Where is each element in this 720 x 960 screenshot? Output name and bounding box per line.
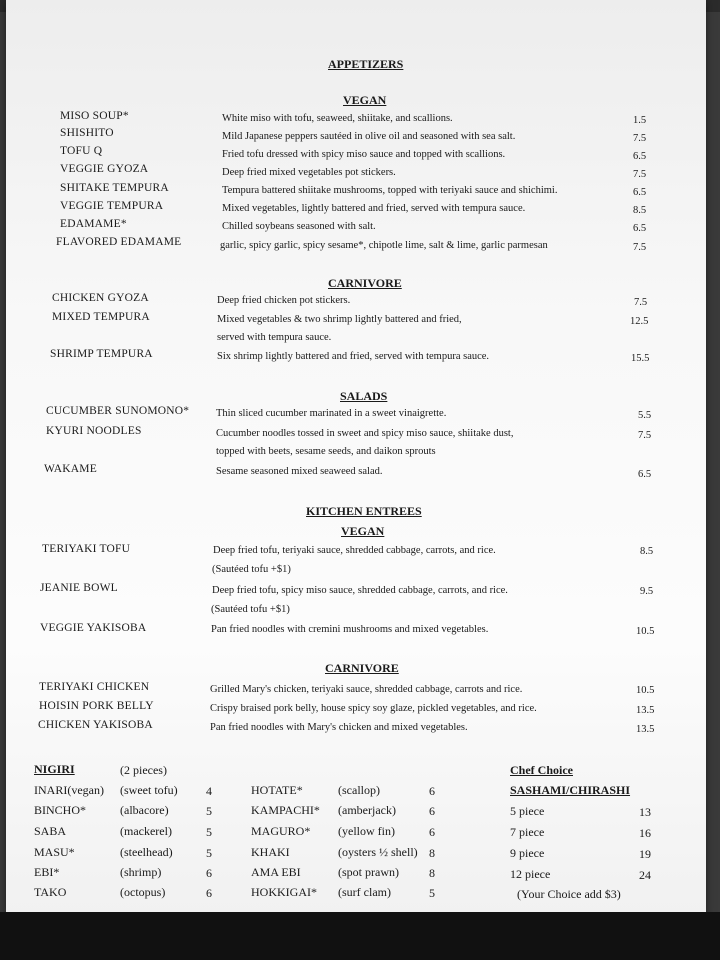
item-price: 1.5 (633, 115, 647, 126)
section-heading: VEGAN (343, 93, 387, 107)
item-price: 15.5 (631, 353, 650, 364)
item-name: INARI(vegan) (34, 783, 104, 797)
item-name: HOISIN PORK BELLY (39, 700, 154, 712)
item-name: HOKKIGAI* (251, 885, 317, 899)
item-name: EBI* (34, 865, 60, 879)
item-price: 13.5 (636, 724, 655, 735)
page-title: APPETIZERS (328, 57, 404, 71)
item-price: 5 (206, 804, 212, 818)
chef-choice-heading: Chef Choice (510, 763, 573, 777)
item-description: (surf clam) (338, 885, 391, 899)
item-description: (octopus) (120, 885, 166, 899)
item-label: 5 piece (510, 804, 545, 818)
item-label: 12 piece (510, 867, 551, 881)
item-description: White miso with tofu, seaweed, shiitake, and scallions. (222, 113, 453, 124)
item-name: BINCHO* (34, 803, 87, 817)
item-description: (albacore) (120, 803, 169, 817)
item-description: Crispy braised pork belly, house spicy soy glaze, pickled vegetables, and rice. (210, 703, 537, 714)
item-description: Pan fried noodles with Mary's chicken and mixed vegetables. (210, 722, 468, 733)
item-description: (spot prawn) (338, 865, 399, 879)
item-description: garlic, spicy garlic, spicy sesame*, chipotle lime, salt & lime, garlic parmesan (220, 240, 548, 251)
item-price: 6 (429, 784, 435, 798)
item-name: SHISHITO (60, 127, 114, 139)
item-description: (sweet tofu) (120, 783, 178, 797)
chef-choice-subheading: SASHAMI/CHIRASHI (510, 783, 631, 797)
item-name: MASU* (34, 845, 75, 859)
item-description: Chilled soybeans seasoned with salt. (222, 221, 376, 232)
item-price: 6 (206, 866, 212, 880)
item-price: 6.5 (633, 187, 647, 198)
item-price: 9.5 (640, 586, 654, 597)
item-price: 7.5 (634, 297, 648, 308)
item-price: 16 (639, 826, 651, 840)
item-label: 7 piece (510, 825, 545, 839)
item-description-cont: (Sautéed tofu +$1) (212, 564, 291, 575)
item-price: 5 (206, 846, 212, 860)
item-description: (mackerel) (120, 824, 172, 838)
item-price: 6 (206, 886, 212, 900)
item-name: MAGURO* (251, 824, 311, 838)
item-description: Cucumber noodles tossed in sweet and spicy miso sauce, shiitake dust, (216, 428, 514, 439)
item-price: 8.5 (640, 546, 654, 557)
item-name: KHAKI (251, 845, 290, 859)
item-name: TOFU Q (60, 145, 103, 157)
item-price: 6 (429, 804, 435, 818)
item-price: 13.5 (636, 705, 655, 716)
item-price: 7.5 (633, 242, 647, 253)
item-name: VEGGIE TEMPURA (60, 200, 164, 212)
item-name: VEGGIE YAKISOBA (40, 622, 147, 634)
item-price: 7.5 (633, 133, 647, 144)
item-name: TERIYAKI TOFU (42, 543, 131, 555)
item-name: FLAVORED EDAMAME (56, 236, 182, 248)
item-description-cont: served with tempura sauce. (217, 332, 332, 343)
item-name: WAKAME (44, 463, 97, 475)
item-price: 10.5 (636, 626, 655, 637)
menu-page (6, 0, 706, 915)
item-description: Mixed vegetables, lightly battered and fried, served with tempura sauce. (222, 203, 526, 214)
item-name: SHITAKE TEMPURA (60, 182, 169, 194)
item-price: 12.5 (630, 316, 649, 327)
item-name: CHICKEN YAKISOBA (38, 719, 153, 731)
item-price: 8 (429, 846, 435, 860)
item-price: 8.5 (633, 205, 647, 216)
background-bottom (0, 912, 720, 960)
item-price: 7.5 (633, 169, 647, 180)
item-name: TERIYAKI CHICKEN (39, 681, 150, 693)
item-description: (amberjack) (338, 803, 396, 817)
item-price: 6.5 (638, 469, 652, 480)
item-name: CHICKEN GYOZA (52, 292, 149, 304)
item-name: SABA (34, 824, 67, 838)
item-description: Pan fried noodles with cremini mushrooms and mixed vegetables. (211, 624, 489, 635)
item-description: (steelhead) (120, 845, 173, 859)
item-description: Grilled Mary's chicken, teriyaki sauce, shredded cabbage, carrots and rice. (210, 684, 523, 695)
item-description: Sesame seasoned mixed seaweed salad. (216, 466, 383, 477)
item-description: Deep fried tofu, teriyaki sauce, shredded cabbage, carrots, and rice. (213, 545, 496, 556)
item-price: 6.5 (633, 151, 647, 162)
item-description: (shrimp) (120, 865, 162, 879)
item-description-cont: (Sautéed tofu +$1) (211, 604, 290, 615)
item-description: (oysters ½ shell) (338, 845, 418, 859)
item-price: 5 (206, 825, 212, 839)
item-description: Mixed vegetables & two shrimp lightly battered and fried, (217, 314, 462, 325)
item-description: Mild Japanese peppers sautéed in olive oil and seasoned with sea salt. (222, 131, 516, 142)
item-name: CUCUMBER SUNOMONO* (46, 405, 190, 417)
item-price: 5 (429, 886, 435, 900)
section-subheading: VEGAN (341, 524, 385, 538)
item-description-cont: topped with beets, sesame seeds, and daikon sprouts (216, 446, 436, 457)
item-name: HOTATE* (251, 783, 303, 797)
nigiri-note: (2 pieces) (120, 763, 167, 777)
item-name: VEGGIE GYOZA (60, 163, 149, 175)
item-price: 4 (206, 784, 212, 798)
item-price: 19 (639, 847, 651, 861)
nigiri-heading: NIGIRI (34, 762, 75, 776)
item-description: (scallop) (338, 783, 380, 797)
item-name: KYURI NOODLES (46, 425, 142, 437)
section-heading: KITCHEN ENTREES (306, 504, 422, 518)
item-price: 6.5 (633, 223, 647, 234)
item-description: Thin sliced cucumber marinated in a sweet vinaigrette. (216, 408, 447, 419)
chef-choice-note: (Your Choice add $3) (517, 887, 621, 901)
item-name: MIXED TEMPURA (52, 311, 150, 323)
item-price: 10.5 (636, 685, 655, 696)
item-price: 6 (429, 825, 435, 839)
item-name: KAMPACHI* (251, 803, 320, 817)
item-description: Six shrimp lightly battered and fried, served with tempura sauce. (217, 351, 490, 362)
item-name: SHRIMP TEMPURA (50, 348, 153, 360)
item-description: (yellow fin) (338, 824, 395, 838)
item-price: 7.5 (638, 430, 652, 441)
item-description: Tempura battered shiitake mushrooms, topped with teriyaki sauce and shichimi. (222, 185, 558, 196)
item-description: Fried tofu dressed with spicy miso sauce and topped with scallions. (222, 149, 506, 160)
section-heading: CARNIVORE (328, 276, 402, 290)
item-description: Deep fried mixed vegetables pot stickers. (222, 167, 396, 178)
item-price: 8 (429, 866, 435, 880)
item-label: 9 piece (510, 846, 545, 860)
item-name: JEANIE BOWL (40, 582, 118, 594)
item-description: Deep fried chicken pot stickers. (217, 295, 351, 306)
section-heading: SALADS (340, 389, 388, 403)
item-name: AMA EBI (251, 865, 301, 879)
item-description: Deep fried tofu, spicy miso sauce, shredded cabbage, carrots, and rice. (212, 585, 508, 596)
item-price: 5.5 (638, 410, 652, 421)
item-name: EDAMAME* (60, 218, 127, 230)
item-price: 24 (639, 868, 651, 882)
item-name: TAKO (34, 885, 67, 899)
item-price: 13 (639, 805, 651, 819)
section-heading: CARNIVORE (325, 661, 399, 675)
item-name: MISO SOUP* (60, 110, 129, 122)
